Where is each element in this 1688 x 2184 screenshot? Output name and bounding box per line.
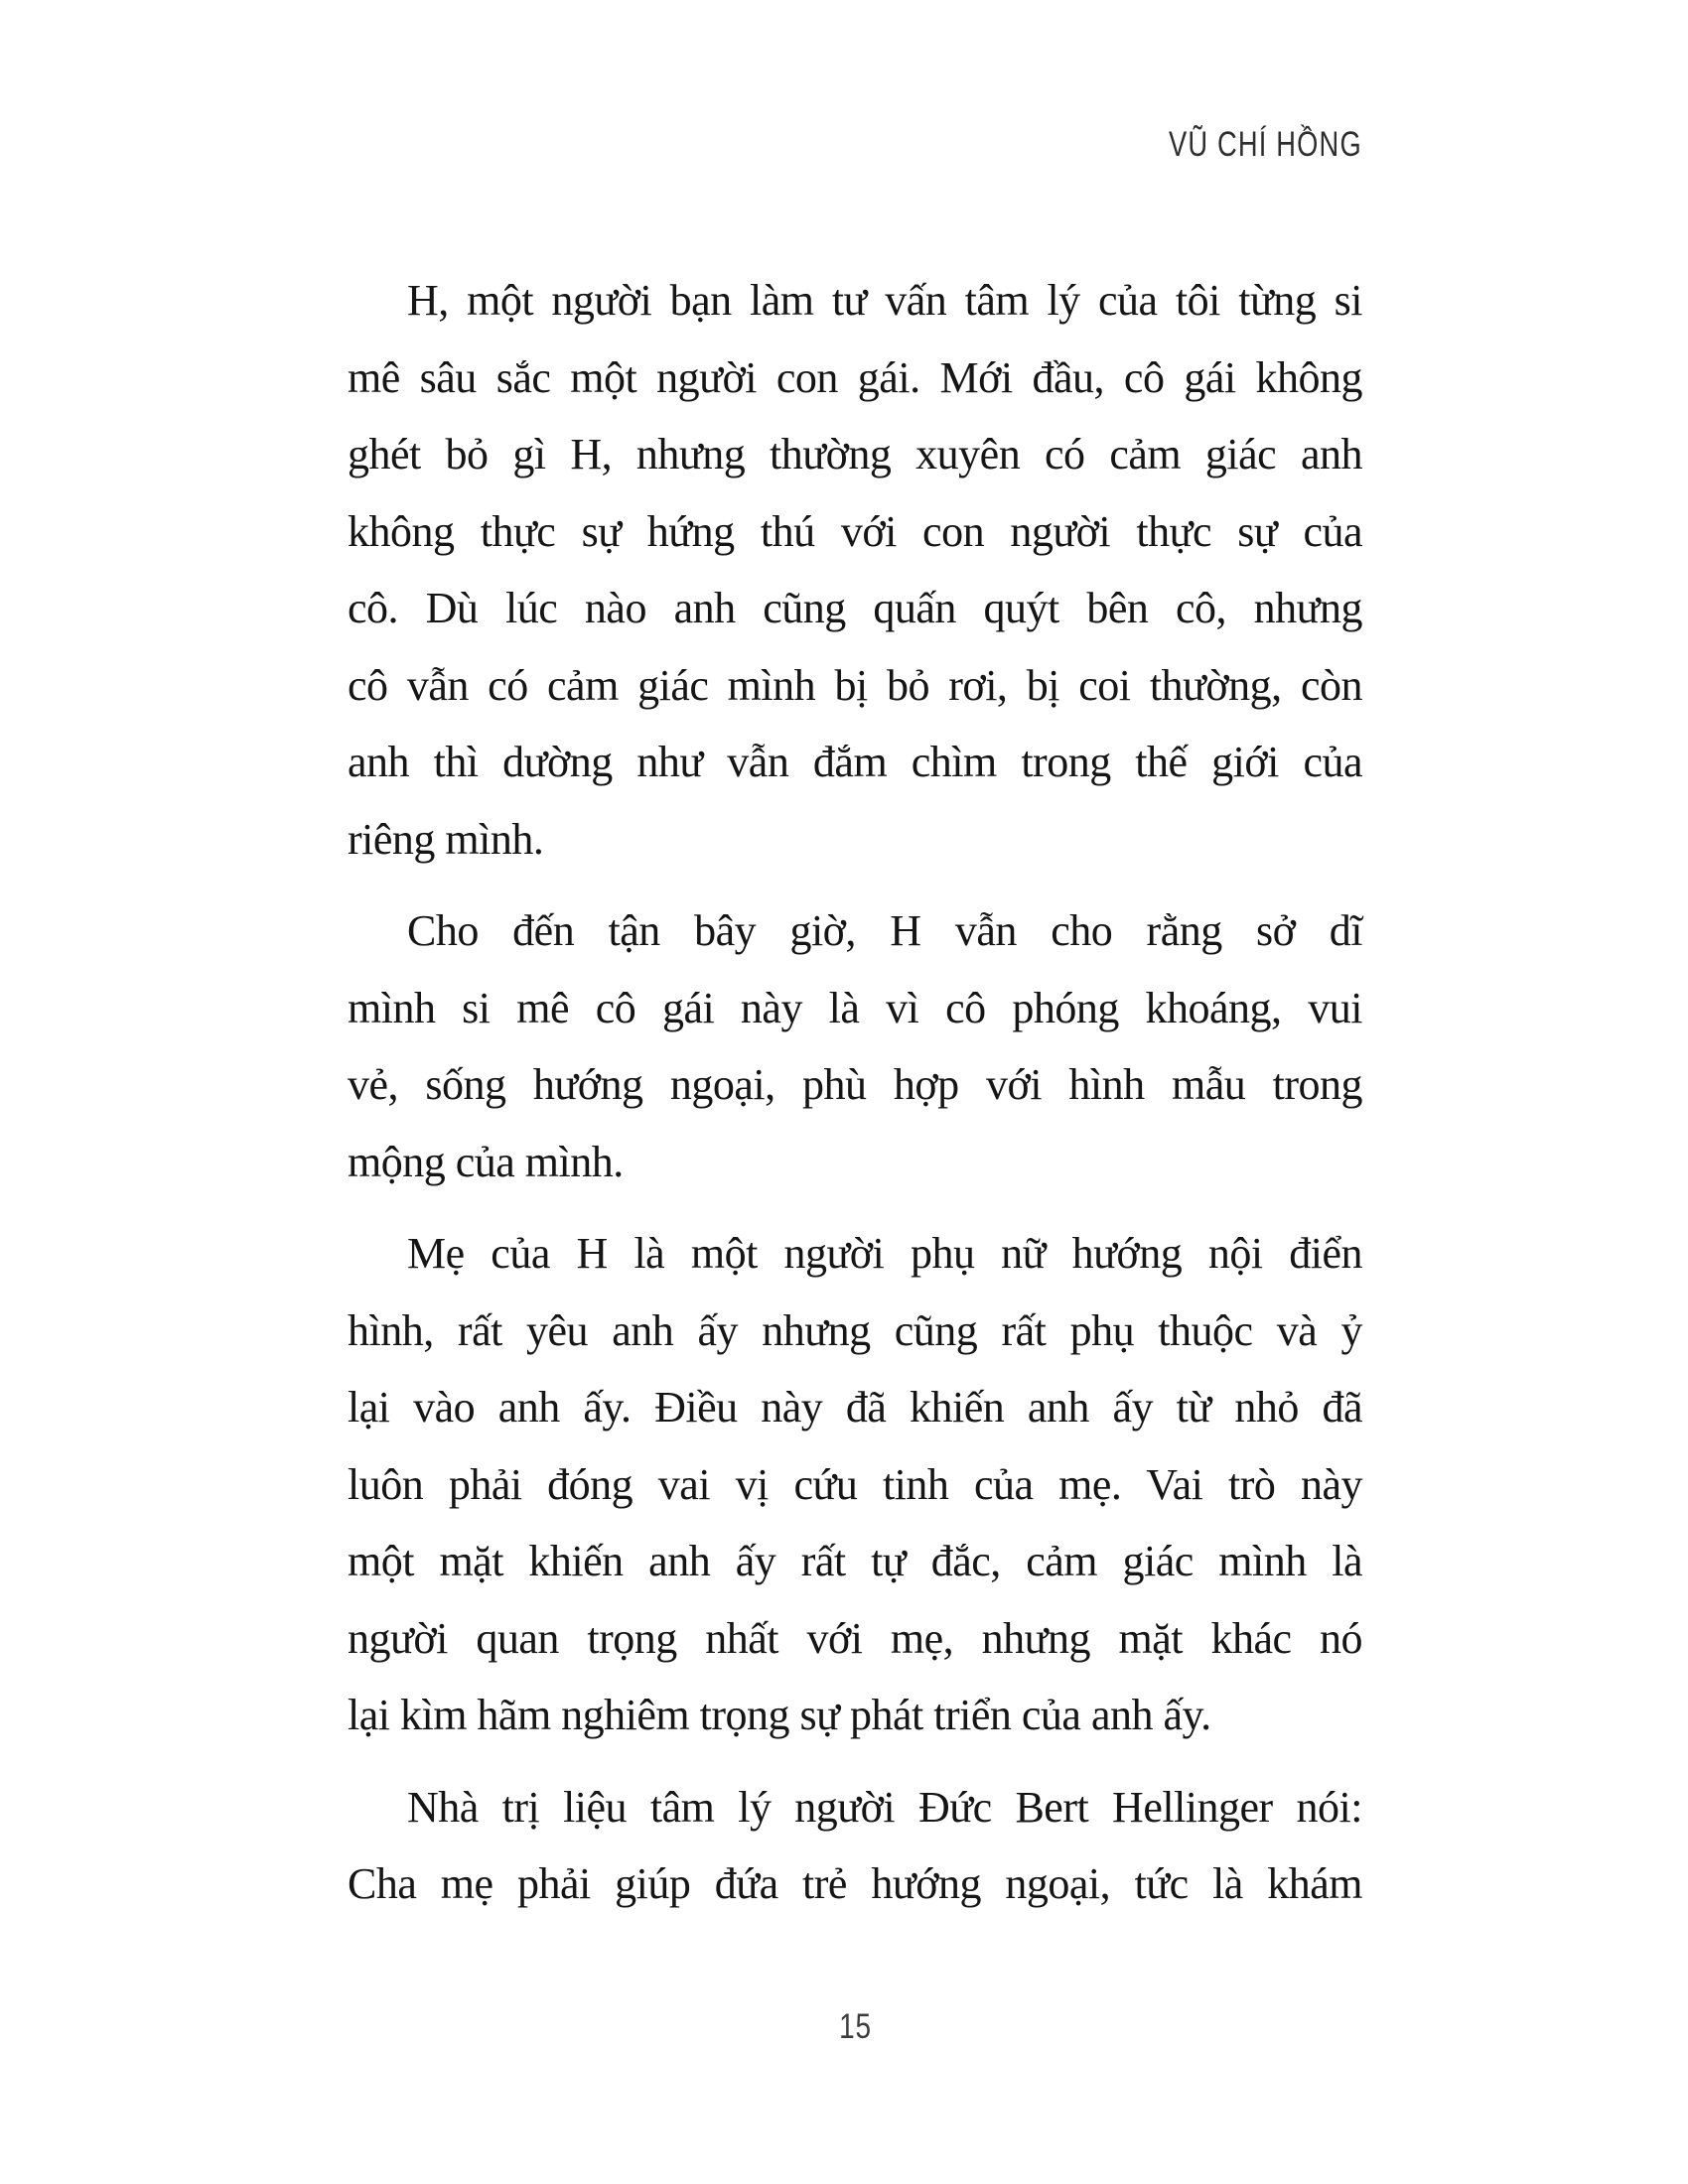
text-line: H, một người bạn làm tư vấn tâm lý của tôi từng si bbox=[407, 276, 1362, 325]
text-line: không thực sự hứng thú với con người thực sự của bbox=[348, 506, 1362, 556]
text-line: Cha mẹ phải giúp đứa trẻ hướng ngoại, tức là khám bbox=[348, 1859, 1362, 1908]
text-line: ghét bỏ gì H, nhưng thường xuyên có cảm giác anh bbox=[348, 430, 1362, 478]
text-line: mê sâu sắc một người con gái. Mới đầu, cô gái không bbox=[348, 352, 1362, 402]
body-text bbox=[348, 262, 1362, 1923]
paragraph bbox=[348, 262, 1362, 878]
paragraph bbox=[348, 1769, 1362, 1923]
text-line: mộng của mình. bbox=[348, 1137, 624, 1186]
text-line: cô vẫn có cảm giác mình bị bỏ rơi, bị coi thường, còn bbox=[348, 660, 1362, 710]
text-line: riêng mình. bbox=[348, 814, 544, 864]
page-number: 15 bbox=[838, 2007, 872, 2046]
text-line: mình si mê cô gái này là vì cô phóng khoáng, vui bbox=[348, 983, 1362, 1032]
paragraph bbox=[348, 1215, 1362, 1754]
text-line: Cho đến tận bây giờ, H vẫn cho rằng sở dĩ bbox=[407, 906, 1362, 955]
text-line: Nhà trị liệu tâm lý người Đức Bert Hellinger nói: bbox=[407, 1782, 1362, 1832]
text-line: lại kìm hãm nghiêm trọng sự phát triển của anh ấy. bbox=[348, 1691, 1211, 1739]
page-number-container bbox=[348, 2007, 1362, 2047]
text-line: người quan trọng nhất với mẹ, nhưng mặt khác nó bbox=[348, 1613, 1362, 1663]
text-line: Mẹ của H là một người phụ nữ hướng nội điển bbox=[407, 1229, 1362, 1278]
text-line: vẻ, sống hướng ngoại, phù hợp với hình mẫu trong bbox=[348, 1060, 1362, 1109]
text-line: một mặt khiến anh ấy rất tự đắc, cảm giác mình là bbox=[348, 1537, 1362, 1585]
text-line: lại vào anh ấy. Điều này đã khiến anh ấy từ nhỏ đã bbox=[348, 1383, 1362, 1432]
text-line: anh thì dường như vẫn đắm chìm trong thế giới của bbox=[348, 738, 1362, 786]
text-line: cô. Dù lúc nào anh cũng quấn quýt bên cô, nhưng bbox=[348, 584, 1362, 632]
paragraph bbox=[348, 892, 1362, 1200]
text-line: luôn phải đóng vai vị cứu tinh của mẹ. Vai trò này bbox=[348, 1459, 1362, 1509]
text-line: hình, rất yêu anh ấy nhưng cũng rất phụ thuộc và ỷ bbox=[348, 1305, 1362, 1355]
running-head-author: VŨ CHÍ HỒNG bbox=[1169, 125, 1362, 164]
